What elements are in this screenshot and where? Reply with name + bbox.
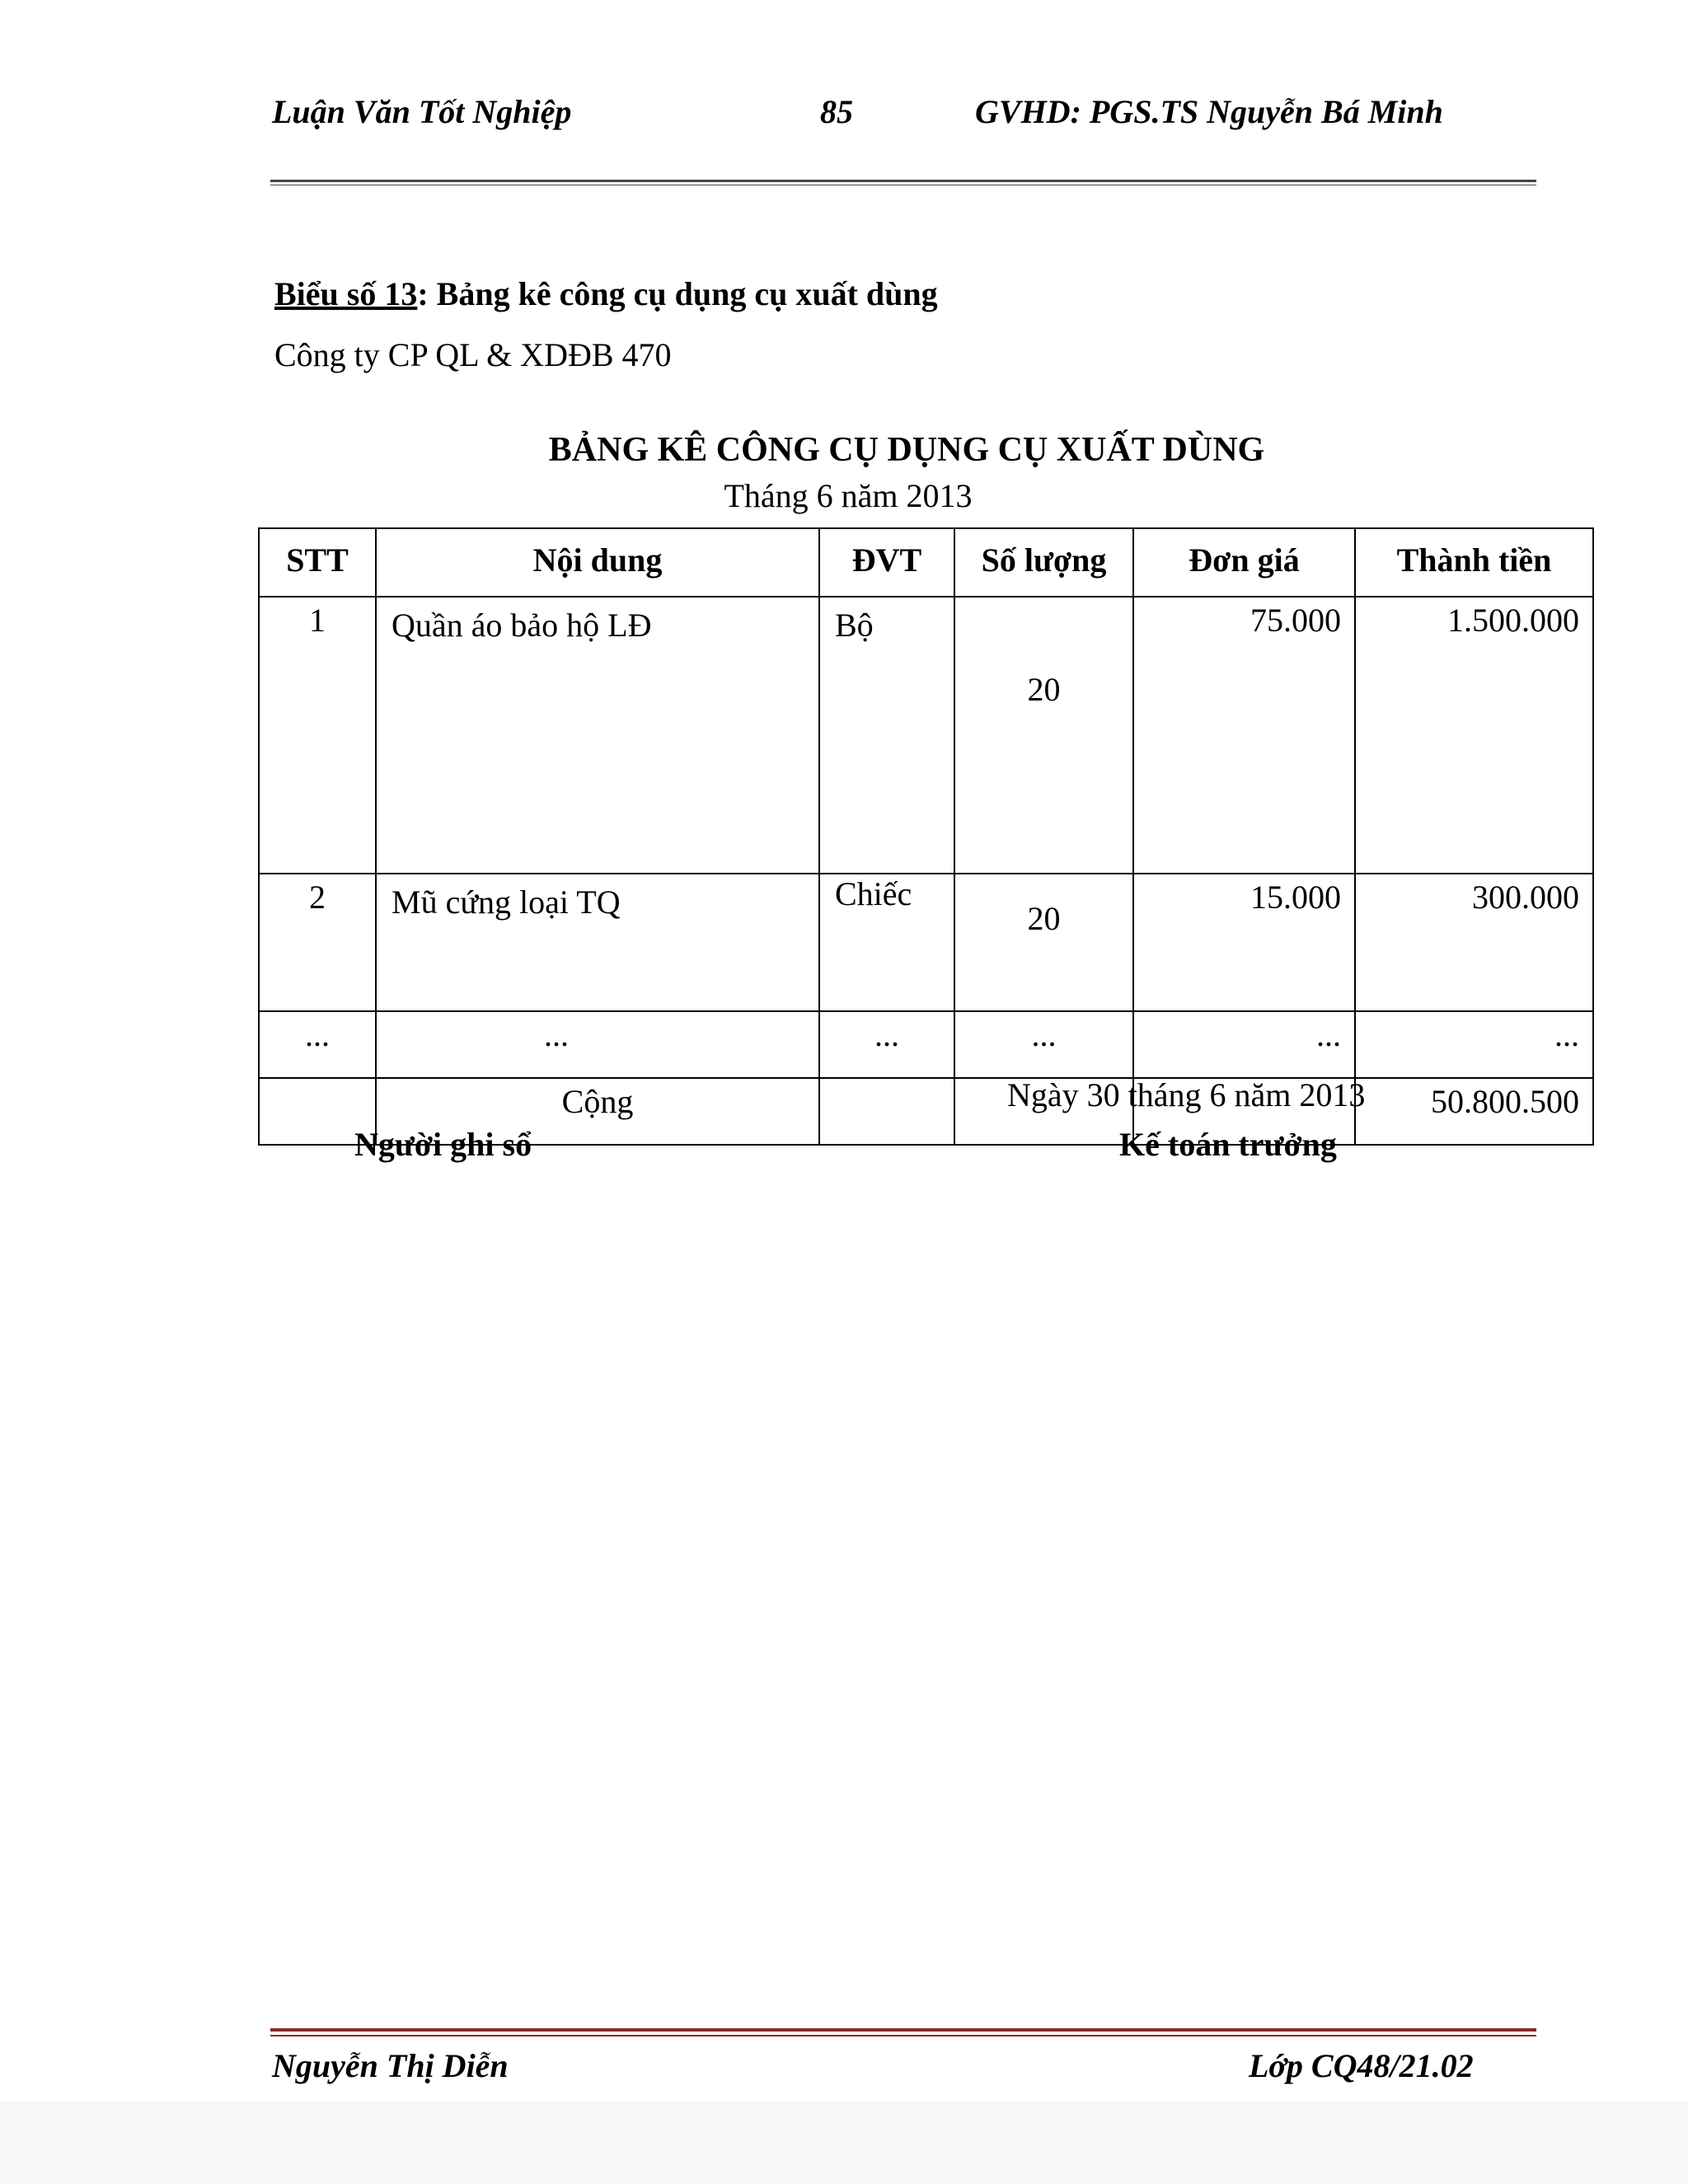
company-name: Công ty CP QL & XDĐB 470 xyxy=(274,336,672,373)
caption-text: : Bảng kê công cụ dụng cụ xuất dùng xyxy=(417,275,938,312)
caption-label: Biểu số 13 xyxy=(274,275,418,312)
col-header-stt: STT xyxy=(259,528,376,597)
table-row xyxy=(259,597,1593,874)
header-thesis-label: Luận Văn Tốt Nghiệp xyxy=(272,93,572,130)
page-bottom-shade xyxy=(0,2102,1688,2184)
col-header-content: Nội dung xyxy=(376,528,819,597)
cell-unit: ... xyxy=(819,1011,954,1078)
cell-unit: Bộ xyxy=(819,597,954,874)
footer-author: Nguyễn Thị Diễn xyxy=(272,2047,509,2084)
cell-content: ... xyxy=(376,1011,819,1078)
cell-empty xyxy=(819,1078,954,1145)
document-title: BẢNG KÊ CÔNG CỤ DỤNG CỤ XUẤT DÙNG xyxy=(548,431,1265,469)
cell-amount: 1.500.000 xyxy=(1355,597,1593,874)
col-header-unit-price: Đơn giá xyxy=(1133,528,1355,597)
figure-caption xyxy=(274,274,938,313)
table-header-row xyxy=(259,528,1593,597)
date-line: Ngày 30 tháng 6 năm 2013 xyxy=(1007,1076,1366,1113)
cell-content: Mũ cứng loại TQ xyxy=(376,874,819,1011)
cell-amount: 300.000 xyxy=(1355,874,1593,1011)
cell-content: Quần áo bảo hộ LĐ xyxy=(376,597,819,874)
table-row xyxy=(259,874,1593,1011)
cell-stt: 1 xyxy=(259,597,376,874)
col-header-amount: Thành tiền xyxy=(1355,528,1593,597)
page-number: 85 xyxy=(820,93,853,130)
col-header-unit: ĐVT xyxy=(819,528,954,597)
signature-recorder: Người ghi sổ xyxy=(354,1126,532,1163)
cell-unit-price: 75.000 xyxy=(1133,597,1355,874)
footer-class: Lớp CQ48/21.02 xyxy=(1249,2047,1474,2084)
cell-stt: ... xyxy=(259,1011,376,1078)
col-header-quantity: Số lượng xyxy=(954,528,1133,597)
table-row xyxy=(259,1011,1593,1078)
footer-divider xyxy=(270,2028,1536,2032)
document-subtitle: Tháng 6 năm 2013 xyxy=(724,477,973,514)
total-label: Cộng xyxy=(376,1078,819,1145)
header-advisor: GVHD: PGS.TS Nguyễn Bá Minh xyxy=(975,93,1443,130)
cell-stt: 2 xyxy=(259,874,376,1011)
tools-table xyxy=(258,527,1594,1146)
cell-quantity: 20 xyxy=(954,597,1133,874)
header-divider xyxy=(270,180,1536,182)
footer-divider-thin xyxy=(270,2035,1536,2036)
total-amount: 50.800.500 xyxy=(1355,1078,1593,1145)
cell-amount: ... xyxy=(1355,1011,1593,1078)
cell-unit: Chiếc xyxy=(819,874,954,1011)
cell-unit-price: 15.000 xyxy=(1133,874,1355,1011)
cell-unit-price: ... xyxy=(1133,1011,1355,1078)
cell-quantity: 20 xyxy=(954,874,1133,1011)
cell-quantity: ... xyxy=(954,1011,1133,1078)
signature-chief-accountant: Kế toán trưởng xyxy=(1119,1126,1337,1163)
